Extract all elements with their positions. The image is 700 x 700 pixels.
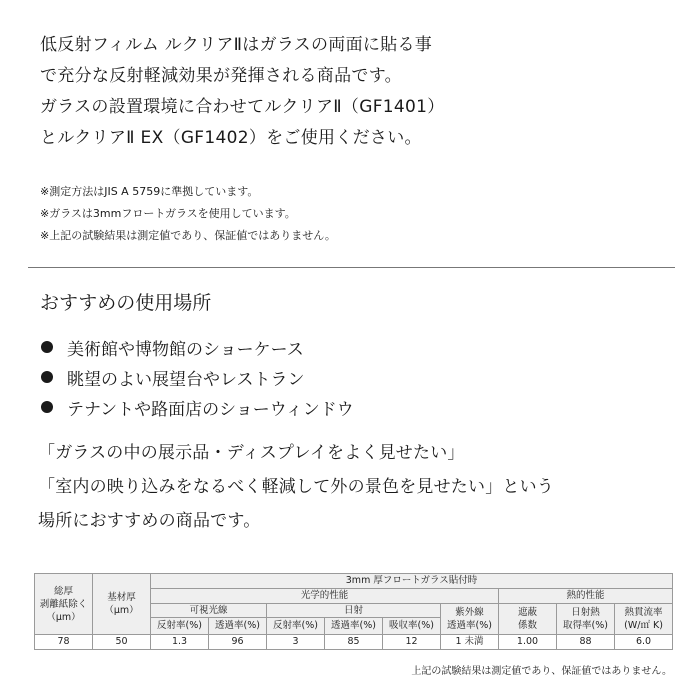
header-solar-transmittance: 透過率(%): [325, 618, 383, 635]
intro-line: とルクリアⅡ EX（GF1402）をご使用ください。: [40, 128, 422, 148]
cell-shading-coefficient: 1.00: [499, 635, 557, 650]
quote-line: 場所におすすめの商品です。: [38, 511, 261, 531]
header-uv: 紫外線 透過率(%): [441, 604, 499, 635]
header-solar: 日射: [267, 604, 441, 618]
table-row: [35, 635, 673, 650]
quote-line: 「ガラスの中の展示品・ディスプレイをよく見せたい」: [38, 443, 465, 463]
list-item-label: テナントや路面店のショーウィンドウ: [67, 399, 354, 420]
section-divider: [28, 267, 675, 268]
recommended-list: [40, 332, 680, 422]
header-visible-reflectance: 反射率(%): [151, 618, 209, 635]
recommended-title: おすすめの使用場所: [40, 292, 212, 314]
note-disclaimer: ※上記の試験結果は測定値であり、保証値ではありません。: [40, 229, 336, 242]
cell-solar-transmittance: 85: [325, 635, 383, 650]
intro-paragraph: [40, 30, 680, 154]
header-visible-transmittance: 透過率(%): [209, 618, 267, 635]
header-shading: 遮蔽 係数: [499, 604, 557, 635]
cell-heat-gain: 88: [557, 635, 615, 650]
header-thermal: 熱的性能: [499, 589, 673, 604]
list-item-label: 眺望のよい展望台やレストラン: [67, 369, 305, 390]
cell-base-thickness: 50: [93, 635, 151, 650]
header-u-value: 熱貫流率 (W/㎡ K): [615, 604, 673, 635]
header-total-thickness: 総厚 剥離紙除く （μm）: [35, 574, 93, 635]
bullet-dot-icon: [41, 371, 53, 383]
bullet-dot-icon: [41, 341, 53, 353]
note-measurement: ※測定方法はJIS A 5759に準拠しています。: [40, 185, 259, 198]
quote-paragraph: [38, 436, 688, 538]
cell-total-thickness: 78: [35, 635, 93, 650]
list-item-label: 美術館や博物館のショーケース: [67, 339, 304, 360]
cell-solar-absorptance: 12: [383, 635, 441, 650]
spec-table: [34, 573, 673, 650]
notes: [40, 181, 680, 247]
intro-line: 低反射フィルム ルクリアⅡはガラスの両面に貼る事: [40, 35, 433, 55]
header-visible-light: 可視光線: [151, 604, 267, 618]
cell-visible-reflectance: 1.3: [151, 635, 209, 650]
table-footnote: 上記の試験結果は測定値であり、保証値ではありません。: [411, 666, 672, 677]
quote-line: 「室内の映り込みをなるべく軽減して外の景色を見せたい」という: [38, 477, 554, 497]
list-item: [40, 332, 680, 362]
cell-visible-transmittance: 96: [209, 635, 267, 650]
bullet-dot-icon: [41, 401, 53, 413]
note-glass: ※ガラスは3mmフロートガラスを使用しています。: [40, 207, 296, 220]
cell-uv-transmittance: 1 未満: [441, 635, 499, 650]
header-solar-absorptance: 吸収率(%): [383, 618, 441, 635]
header-optical: 光学的性能: [151, 589, 499, 604]
list-item: [40, 392, 680, 422]
header-base-thickness: 基材厚 （μm）: [93, 574, 151, 635]
cell-u-value: 6.0: [615, 635, 673, 650]
header-glass-condition: 3mm 厚フロートガラス貼付時: [151, 574, 673, 589]
cell-solar-reflectance: 3: [267, 635, 325, 650]
intro-line: で充分な反射軽減効果が発揮される商品です。: [40, 66, 402, 86]
intro-line: ガラスの設置環境に合わせてルクリアⅡ（GF1401）: [40, 97, 445, 117]
header-heat-gain: 日射熱 取得率(%): [557, 604, 615, 635]
list-item: [40, 362, 680, 392]
header-solar-reflectance: 反射率(%): [267, 618, 325, 635]
